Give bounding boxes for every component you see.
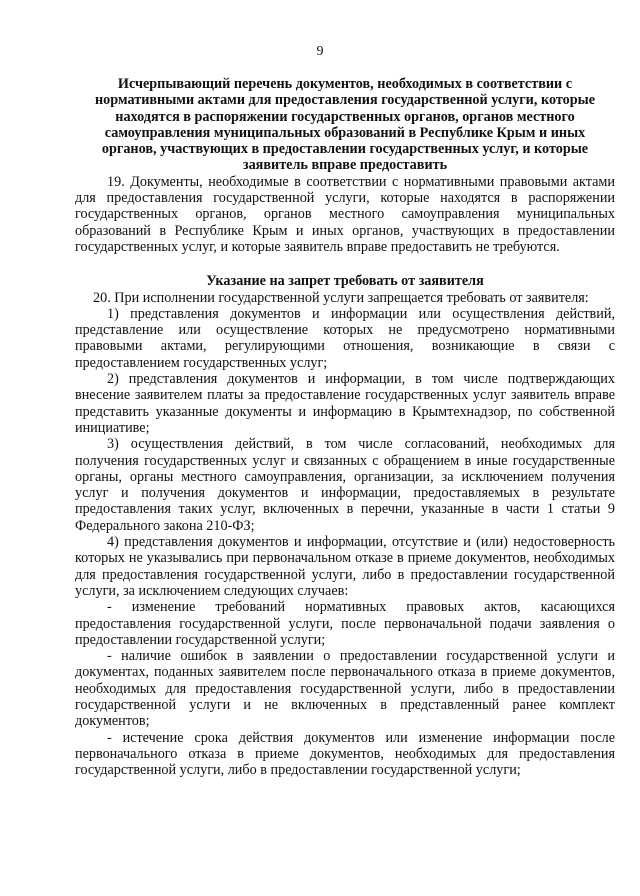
paragraph-19: 19. Документы, необходимые в соответствии с нормативными правовыми актами для предоставления государственной услуги, которые находятся в распоряжении государственных органов, органов местного самоуправления муниципальных образований в Республике Крым и иных органов, участвующих в предоставлении государственных услуг, и которые заявитель вправе предоставить не требуются.	[75, 173, 615, 255]
list-item-4: 4) представления документов и информации, отсутствие и (или) недостоверность которых не указывались при первоначальном отказе в приеме документов, необходимых для предоставления государственной услуги, либо в предоставлении государственной услуги, за исключением следующих случаев:	[75, 534, 615, 599]
bullet-item-errors-in-application: - наличие ошибок в заявлении о предоставлении государственной услуги и документах, поданных заявителем после первоначального отказа в приеме документов, необходимых для предоставления государственной услуги, либо в предоставлении государственной услуги и не включенных в представленный ранее комплект документов;	[75, 648, 615, 730]
bullet-item-documents-expiry: - истечение срока действия документов или изменение информации после первоначального отказа в приеме документов, необходимых для предоставления государственной услуги, либо в предоставлении государственной услуги;	[75, 729, 615, 779]
section-spacer	[75, 255, 615, 273]
document-body	[75, 76, 615, 778]
bullet-item-requirements-change: - изменение требований нормативных правовых актов, касающихся предоставления государственной услуги, после первоначальной подачи заявления о предоставлении государственной услуги;	[75, 599, 615, 648]
list-item-1: 1) представления документов и информации или осуществления действий, представление или осуществление которых не предусмотрено нормативными правовыми актами, регулирующими отношения, возникающие в связи с предоставлением государственных услуг;	[75, 305, 615, 371]
list-item-2: 2) представления документов и информации, в том числе подтверждающих внесение заявителем платы за предоставление государственных услуг заявитель вправе представить указанные документы и информацию в Крымтехнадзор, по собственной инициативе;	[75, 371, 615, 436]
page-number: 9	[316, 44, 324, 59]
section-heading-documents-list: Исчерпывающий перечень документов, необходимых в соответствии с нормативными актами для предоставления государственной услуги, которые находятся в распоряжении государственных органов, органов местного самоуправления муниципальных образований в Республике Крым и иных органов, участвующих в предоставлении государственных услуг, и которые заявитель вправе предоставить	[94, 76, 595, 174]
section-heading-prohibition: Указание на запрет требовать от заявителя	[206, 273, 484, 290]
list-item-3: 3) осуществления действий, в том числе согласований, необходимых для получения государственных услуг и связанных с обращением в иные государственные органы, органы местного самоуправления, организации, за исключением получения услуг и получения документов и информации, предоставляемых в результате предоставления таких услуг, включенных в перечни, указанные в части 1 статьи 9 Федерального закона 210-ФЗ;	[75, 436, 615, 534]
paragraph-20: 20. При исполнении государственной услуги запрещается требовать от заявителя:	[93, 289, 589, 306]
